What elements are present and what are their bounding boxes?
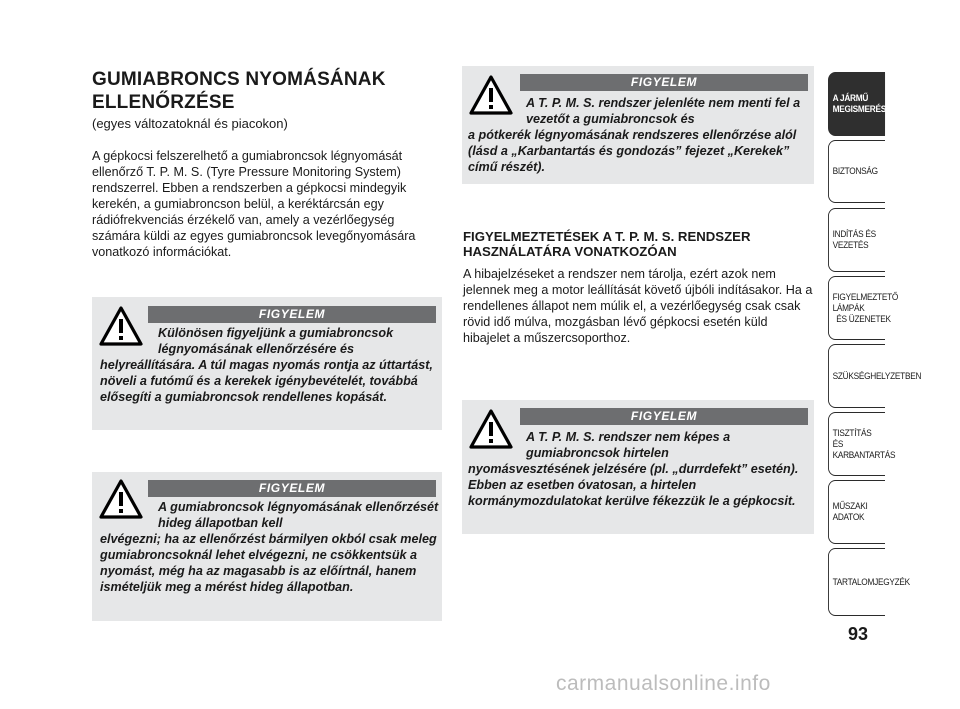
tab-label: TISZTÍTÁS — [832, 427, 872, 438]
warning-text: nyomásvesztésének jelzésére (pl. „durrdefekt” esetén). Ebben az esetben óvatosan, a hirtelen kormánymozdulatokat kerülve fékezzük le a gépkocsit. — [468, 462, 799, 508]
tab-tisztitas-es-karbantartas[interactable] — [828, 412, 896, 476]
tab-label: ÉS ÜZENETEK — [836, 313, 891, 324]
warning-lead: A T. P. M. S. rendszer nem képes a gumiabroncsok hirtelen — [526, 430, 731, 460]
warning-text: helyreállítására. A túl magas nyomás rontja az úttartást, növeli a futómű és a kerekek igénybevételét, továbbá elősegíti a gumiabroncsok rendellenes kopását. — [100, 358, 433, 404]
intro-paragraph: A gépkocsi felszerelhető a gumiabroncsok légnyomását ellenőrző T. P. M. S. (Tyre Pressure Monitoring System) rendszerrel. Ebben a rendszerben a gépkocsi mindegyik kerekén, a gumiabroncson belül, a keréktárcsán egy rádiófrekvenciás érzékelő van, amely a vezérlőegység számára küldi az egyes gumiabroncsok levegőnyomására vonatkozó információkat. — [92, 149, 416, 259]
page-number: 93 — [847, 624, 869, 644]
tab-biztonsag[interactable] — [828, 140, 885, 203]
warning-header: FIGYELEM — [520, 408, 808, 425]
section-heading: FIGYELMEZTETÉSEK A T. P. M. S. RENDSZER HASZNÁLATÁRA VONATKOZÓAN — [463, 229, 751, 259]
warning-header: FIGYELEM — [520, 74, 808, 91]
tab-label: A JÁRMŰ — [832, 93, 869, 103]
warning-lead: Különösen figyeljünk a gumiabroncsok légnyomásának ellenőrzésére és — [158, 326, 394, 356]
tab-szukseghelyzetben[interactable] — [828, 344, 922, 408]
warning-box — [462, 400, 814, 534]
tab-a-jarmu-megismerese[interactable] — [828, 72, 892, 136]
section-paragraph: A hibajelzéseket a rendszer nem tárolja, ezért azok nem jelennek meg a motor leállítását követő újbóli indításakor. Ha a rendellenes állapot nem múlik el, a vezérlőegység csak csak rövid idő múlva, mozgásban lévő gépkocsi esetén küld hibajelet a műszercsoporthoz. — [463, 267, 813, 345]
warning-lead: A T. P. M. S. rendszer jelenléte nem menti fel a vezetőt a gumiabroncsok és — [526, 96, 801, 126]
tab-label: TARTALOMJEGYZÉK — [832, 576, 910, 587]
warning-text: elvégezni; ha az ellenőrzést bármilyen okból csak meleg gumiabroncsoknál lehet elvégezni, ne csökkentsük a nyomást, még ha az magasabb is az előírtnál, hanem ismételjük meg a mérést hideg állapotban. — [100, 532, 437, 594]
warning-box — [92, 297, 442, 430]
tab-figyelmezteto-lampak[interactable] — [828, 276, 899, 340]
tab-label: MŰSZAKI ADATOK — [832, 501, 868, 522]
tab-label: FIGYELMEZTETŐ — [832, 291, 899, 302]
tab-tartalomjegyzek[interactable] — [828, 548, 910, 616]
tab-label: BIZTONSÁG — [832, 166, 878, 176]
warning-header: FIGYELEM — [148, 480, 436, 497]
warning-box — [92, 472, 442, 621]
tab-label: ÉS KARBANTARTÁS — [832, 438, 896, 460]
warning-text: a pótkerék légnyomásának rendszeres ellenőrzése alól (lásd a „Karbantartás és gondozás” fejezet „Kerekek” című részét). — [468, 128, 797, 174]
warning-box — [462, 66, 814, 184]
watermark: carmanualsonline.info — [556, 672, 771, 695]
section-title: GUMIABRONCS NYOMÁSÁNAK ELLENŐRZÉSE — [92, 69, 386, 113]
tab-muszaki-adatok[interactable] — [828, 480, 885, 544]
tab-label: INDÍTÁS ÉS VEZETÉS — [832, 229, 876, 250]
warning-lead: A gumiabroncsok légnyomásának ellenőrzését hideg állapotban kell — [158, 500, 439, 530]
tab-inditas-es-vezetes[interactable] — [828, 208, 885, 272]
tab-label: SZÜKSÉGHELYZETBEN — [832, 370, 922, 381]
tab-label: MEGISMERÉSE — [832, 104, 892, 114]
warning-header: FIGYELEM — [148, 306, 436, 323]
section-subtitle: (egyes változatoknál és piacokon) — [92, 116, 288, 131]
tab-label: LÁMPÁK — [832, 302, 865, 313]
